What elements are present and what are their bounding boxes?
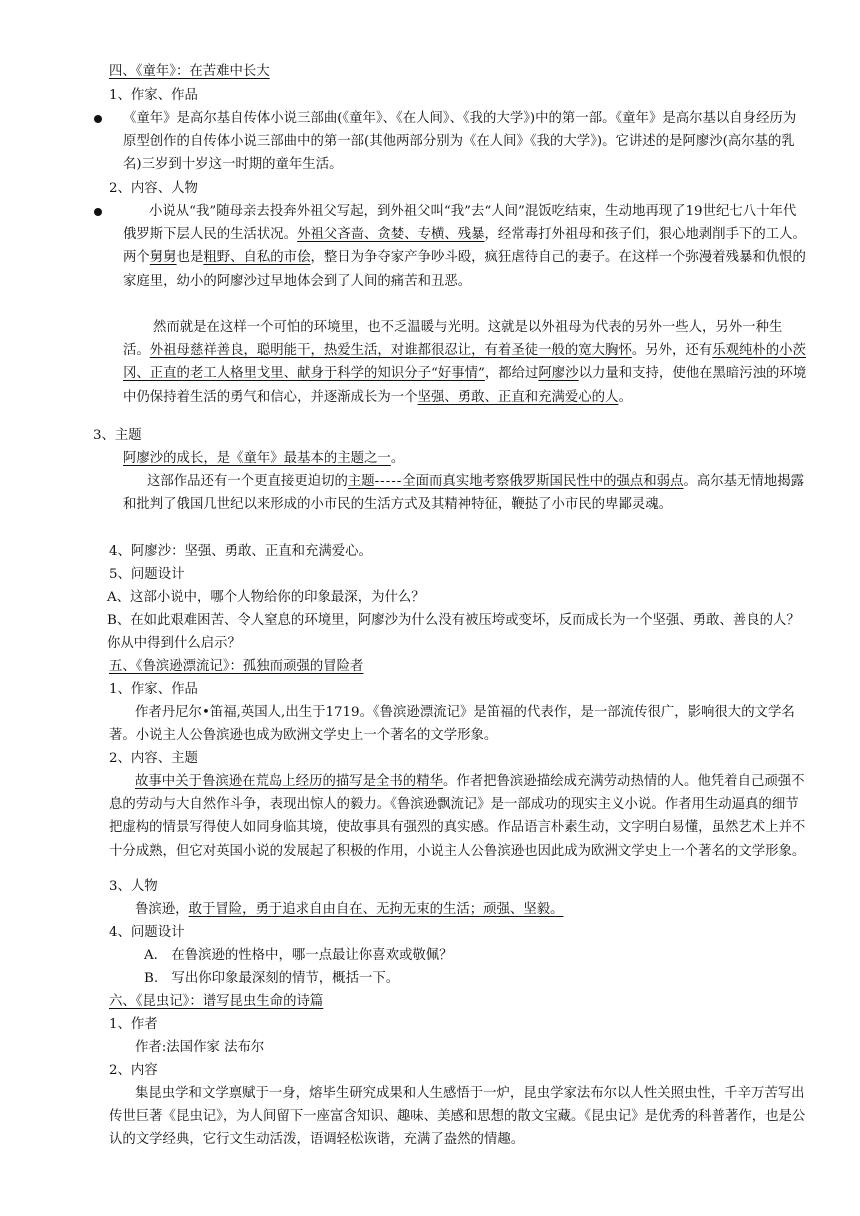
subheading-content-theme: 2、内容、主题 xyxy=(109,751,198,766)
question-b: B、在如此艰难困苦、令人窒息的环境里，阿廖沙为什么没有被压垮或变坏，反而成长为一个坚强、勇敢、善良的人？你从中得到什么启示？ xyxy=(107,613,800,652)
theme-line-1: 阿廖沙的成长，是《童年》最基本的主题之一。 xyxy=(123,451,405,466)
subheading-author-works: 1、作家、作品 xyxy=(109,682,198,697)
subheading-character: 3、人物 xyxy=(109,879,158,894)
paragraph-author-works: 《童年》是高尔基自传体小说三部曲(《童年》、《在人间》、《我的大学》)中的第一部。《童年》是高尔基以自身经历为原型创作的自传体小说三部曲中的第一部(其他两部分别为《在人间》《我的大学》)。它讲述的是阿廖沙(高尔基的乳名)三岁到十岁这一时期的童年生活。 xyxy=(123,111,797,173)
subheading-content: 2、内容 xyxy=(109,1063,158,1078)
question-a: A、这部小说中，哪个人物给你的印象最深，为什么？ xyxy=(107,590,425,605)
paragraph-grandmother: 然而就是在这样一个可怕的环境里，也不乏温暖与光明。这就是以外祖母为代表的另外一些人，另外一种生活。外祖母慈祥善良，聪明能干，热爱生活，对谁都很忍让，有着圣徒一般的宽大胸怀。另外，还有乐观纯朴的小茨冈、正直的老工人格里戈里、献身于科学的知识分子“好事情”，都给过阿廖沙以力量和支持，使他在黑暗污浊的环境中仍保持着生活的勇气和信心，并逐渐成长为一个坚强、勇敢、正直和充满爱心的人。 xyxy=(123,320,807,405)
section-heading-childhood: 四、《童年》：在苦难中长大 xyxy=(109,64,270,79)
paragraph-theme: 这部作品还有一个更直接更迫切的主题-----全面而真实地考察俄罗斯国民性中的强点和弱点。高尔基无情地揭露和批判了俄国几世纪以来形成的小市民的生活方式及其精神特征，鞭挞了小市民的卑鄙灵魂。 xyxy=(123,474,804,513)
subheading-theme: 3、主题 xyxy=(93,428,142,443)
question-b: B. 写出你印象最深刻的情节，概括一下。 xyxy=(144,971,400,986)
subheading-author: 1、作者 xyxy=(109,1017,158,1032)
author-fabre: 作者:法国作家 法布尔 xyxy=(135,1040,265,1055)
paragraph-insects-content: 集昆虫学和文学禀赋于一身，熔毕生研究成果和人生感悟于一炉，昆虫学家法布尔以人性关照虫性，千辛万苦写出传世巨著《昆虫记》，为人间留下一座富含知识、趣味、美感和思想的散文宝藏。《昆虫记》是优秀的科普著作，也是公认的文学经典，它行文生动活泼，语调轻松诙谐，充满了盎然的情趣。 xyxy=(109,1086,806,1148)
section-heading-insects: 六、《昆虫记》：谱写昆虫生命的诗篇 xyxy=(109,994,324,1009)
subheading-content-characters: 2、内容、人物 xyxy=(109,181,198,196)
paragraph-story-summary: 小说从“我”随母亲去投奔外祖父写起，到外祖父叫“我”去“人间”混饭吃结束，生动地再现了19世纪七八十年代俄罗斯下层人民的生活状况。外祖父吝啬、贪婪、专横、残暴，经常毒打外祖母和孩子们，狠心地剥削手下的工人。两个舅舅也是粗野、自私的市侩，整日为争夺家产争吵斗殴，疯狂虐待自己的妻子。在这样一个弥漫着残暴和仇恨的家庭里，幼小的阿廖沙过早地体会到了人间的痛苦和丑恶。 xyxy=(123,204,806,289)
robinson-traits: 鲁滨逊，敢于冒险，勇于追求自由自在、无拘无束的生活；顽强、坚毅。 xyxy=(135,902,564,917)
subheading-questions: 4、问题设计 xyxy=(109,925,185,940)
bullet-icon xyxy=(94,208,102,216)
subheading-author-works: 1、作家、作品 xyxy=(109,88,198,103)
subheading-questions: 5、问题设计 xyxy=(109,567,185,582)
question-a: A. 在鲁滨逊的性格中，哪一点最让你喜欢或敬佩？ xyxy=(144,948,453,963)
subheading-alyosha: 4、阿廖沙：坚强、勇敢、正直和充满爱心。 xyxy=(109,544,372,559)
paragraph-defoe: 作者丹尼尔•笛福,英国人,出生于1719。《鲁滨逊漂流记》是笛福的代表作，是一部流传很广，影响很大的文学名著。小说主人公鲁滨逊也成为欧洲文学史上一个著名的文学形象。 xyxy=(109,705,795,744)
section-heading-robinson: 五、《鲁滨逊漂流记》：孤独而顽强的冒险者 xyxy=(109,659,364,674)
paragraph-robinson-content: 故事中关于鲁滨逊在荒岛上经历的描写是全书的精华。作者把鲁滨逊描绘成充满劳动热情的人。他凭着自己顽强不息的劳动与大自然作斗争，表现出惊人的毅力。《鲁滨逊飘流记》是一部成功的现实主义小说。作者用生动逼真的细节把虚构的情景写得使人如同身临其境，使故事具有强烈的真实感。作品语言朴素生动，文字明白易懂，虽然艺术上并不十分成熟，但它对英国小说的发展起了积极的作用，小说主人公鲁滨逊也因此成为欧洲文学史上一个著名的文学形象。 xyxy=(109,774,806,859)
bullet-icon xyxy=(94,115,102,123)
